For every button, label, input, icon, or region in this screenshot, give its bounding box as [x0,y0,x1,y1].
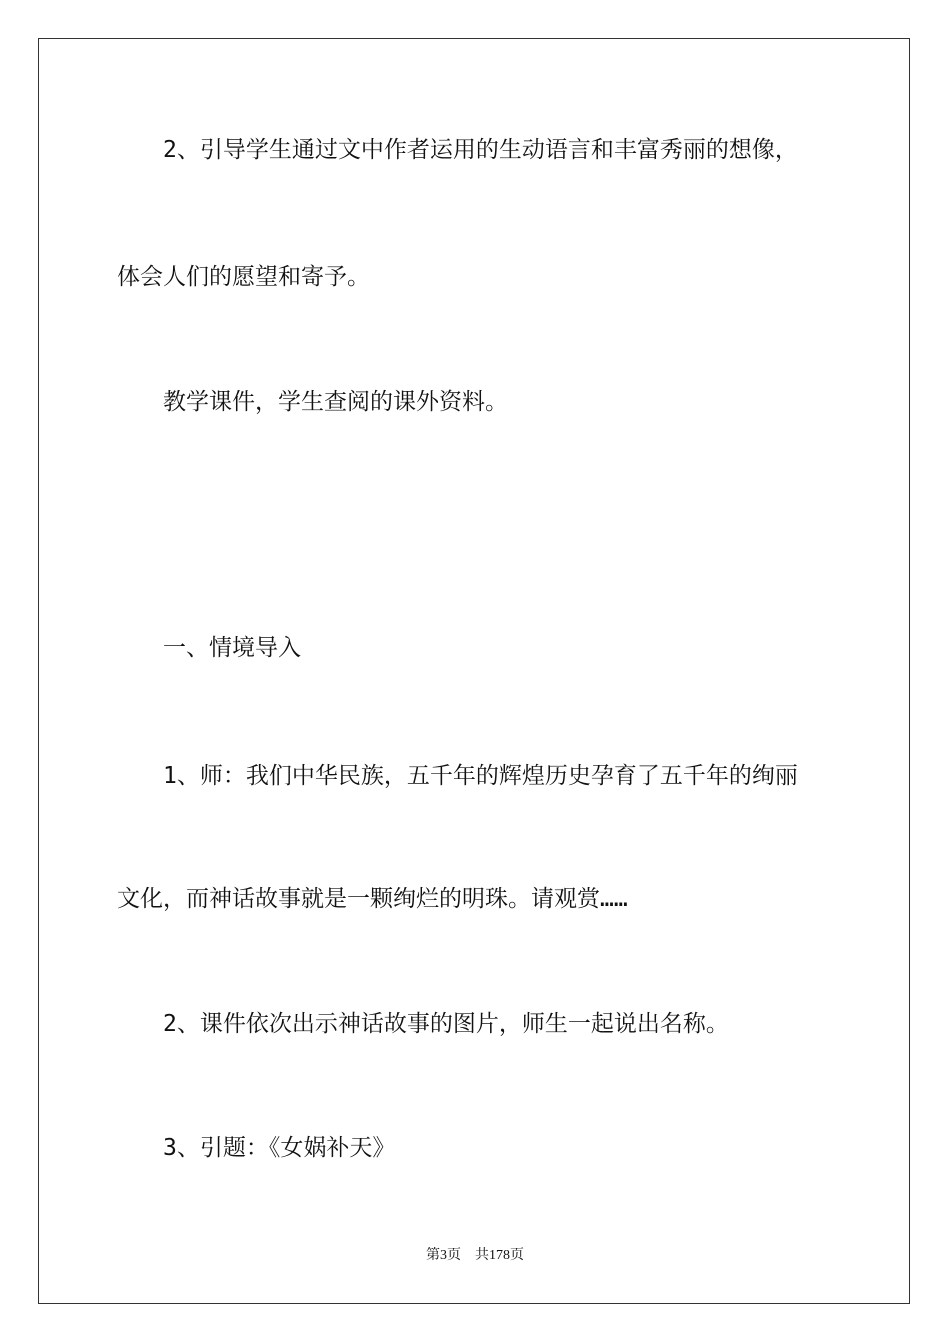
paragraph-step-1-line-2: 文化，而神话故事就是一颗绚烂的明珠。请观赏…… [117,886,628,912]
page-footer [0,1247,950,1265]
paragraph-step-3: 3、引题：《女娲补天》 [163,1135,396,1161]
page-number: 第3页 [426,1248,461,1263]
paragraph-step-2: 2、课件依次出示神话故事的图片，师生一起说出名称。 [163,1011,729,1037]
paragraph-objective-2-line-2: 体会人们的愿望和寄予。 [117,264,370,290]
paragraph-teaching-materials: 教学课件，学生查阅的课外资料。 [163,389,508,415]
total-pages: 共178页 [475,1248,524,1263]
page-border [38,38,910,1304]
paragraph-step-1-line-1: 1、师：我们中华民族，五千年的辉煌历史孕育了五千年的绚丽 [163,763,798,789]
section-heading-introduction: 一、情境导入 [163,635,301,661]
paragraph-objective-2-line-1: 2、引导学生通过文中作者运用的生动语言和丰富秀丽的想像， [163,137,798,163]
